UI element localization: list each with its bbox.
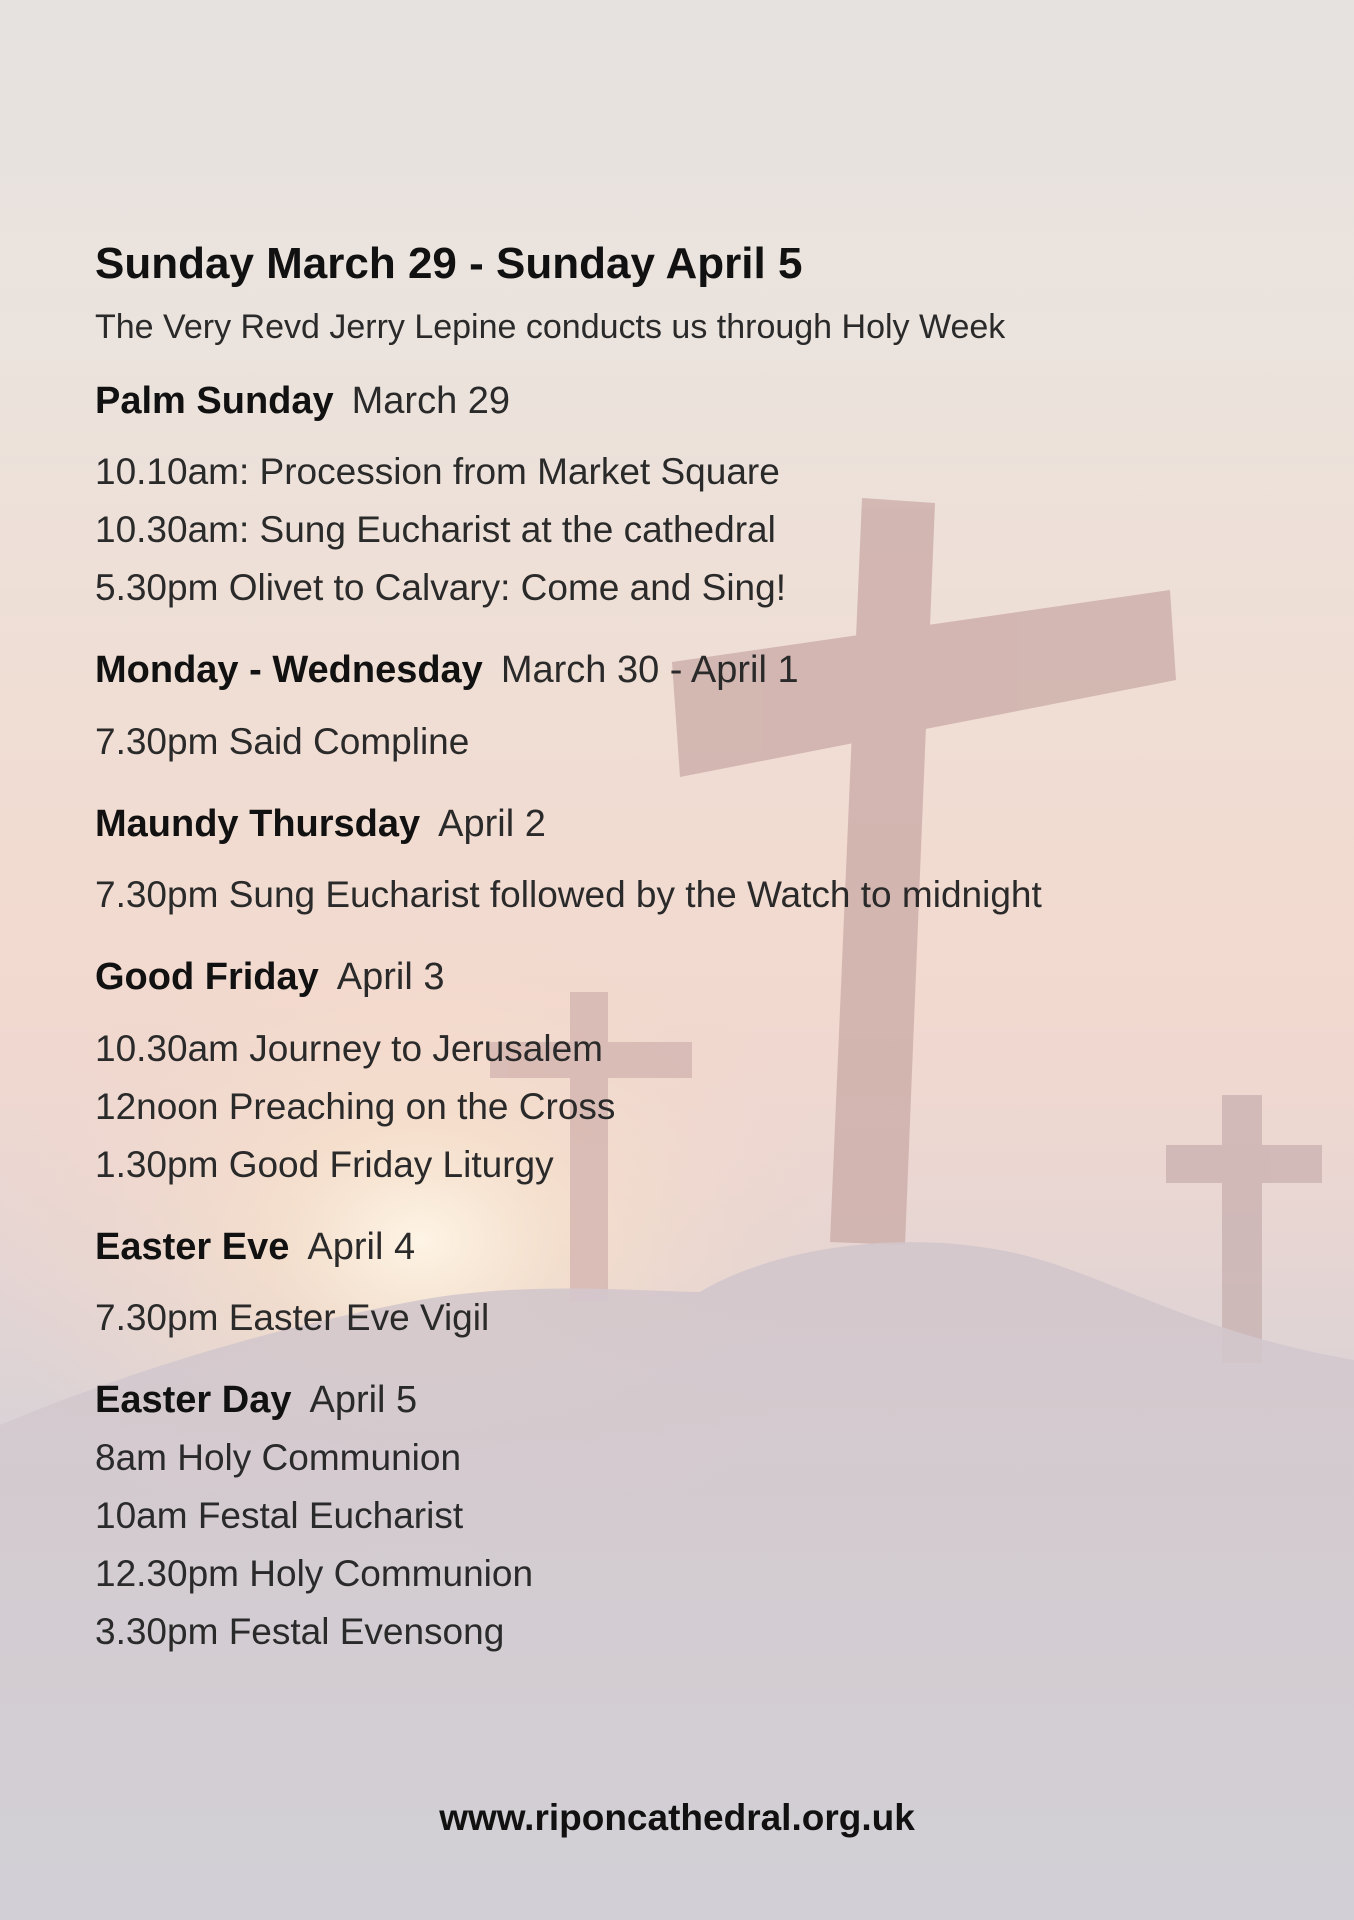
- section-date: March 29: [351, 379, 511, 422]
- service-item: 3.30pm Festal Evensong: [95, 1610, 505, 1652]
- section-name: Palm Sunday: [95, 379, 334, 422]
- section-easter-day: [95, 1377, 1275, 1661]
- schedule-content: [95, 238, 1275, 1661]
- section-heading: [95, 1377, 1275, 1425]
- section-date: April 3: [336, 956, 445, 999]
- page-title: Sunday March 29 - Sunday April 5: [95, 239, 803, 288]
- section-date: March 30 - April 1: [500, 649, 799, 692]
- service-item: 10.10am: Procession from Market Square: [95, 451, 780, 493]
- section-date: April 2: [438, 802, 546, 845]
- section-good-friday: [95, 954, 1275, 1194]
- section-date: April 5: [309, 1379, 418, 1422]
- section-name: Easter Eve: [95, 1225, 290, 1268]
- section-name: Maundy Thursday: [95, 802, 421, 845]
- service-item: 1.30pm Good Friday Liturgy: [95, 1143, 554, 1185]
- section-heading: [95, 1224, 1275, 1272]
- section-heading: [95, 801, 1275, 849]
- website-link[interactable]: www.riponcathedral.org.uk: [439, 1797, 915, 1838]
- section-name: Easter Day: [95, 1379, 292, 1422]
- section-name: Good Friday: [95, 956, 319, 999]
- service-item: 10am Festal Eucharist: [95, 1494, 464, 1536]
- service-item: 12noon Preaching on the Cross: [95, 1085, 616, 1127]
- section-date: April 4: [307, 1225, 416, 1268]
- section-palm-sunday: [95, 378, 1275, 618]
- service-item: 8am Holy Communion: [95, 1436, 462, 1478]
- section-heading: [95, 647, 1275, 695]
- service-item: 7.30pm Easter Eve Vigil: [95, 1297, 490, 1339]
- section-easter-eve: [95, 1224, 1275, 1348]
- section-heading: [95, 378, 1275, 426]
- service-item: 7.30pm Sung Eucharist followed by the Watch to midnight: [95, 874, 1042, 916]
- service-item: 5.30pm Olivet to Calvary: Come and Sing!: [95, 567, 786, 609]
- section-maundy-thursday: [95, 801, 1275, 925]
- page-subtitle: The Very Revd Jerry Lepine conducts us through Holy Week: [95, 307, 1006, 346]
- service-item: 7.30pm Said Compline: [95, 720, 470, 762]
- service-item: 10.30am: Sung Eucharist at the cathedral: [95, 509, 776, 551]
- section-monday-wednesday: [95, 647, 1275, 771]
- service-item: 10.30am Journey to Jerusalem: [95, 1027, 603, 1069]
- section-name: Monday - Wednesday: [95, 649, 483, 692]
- section-heading: [95, 954, 1275, 1002]
- service-item: 12.30pm Holy Communion: [95, 1552, 534, 1594]
